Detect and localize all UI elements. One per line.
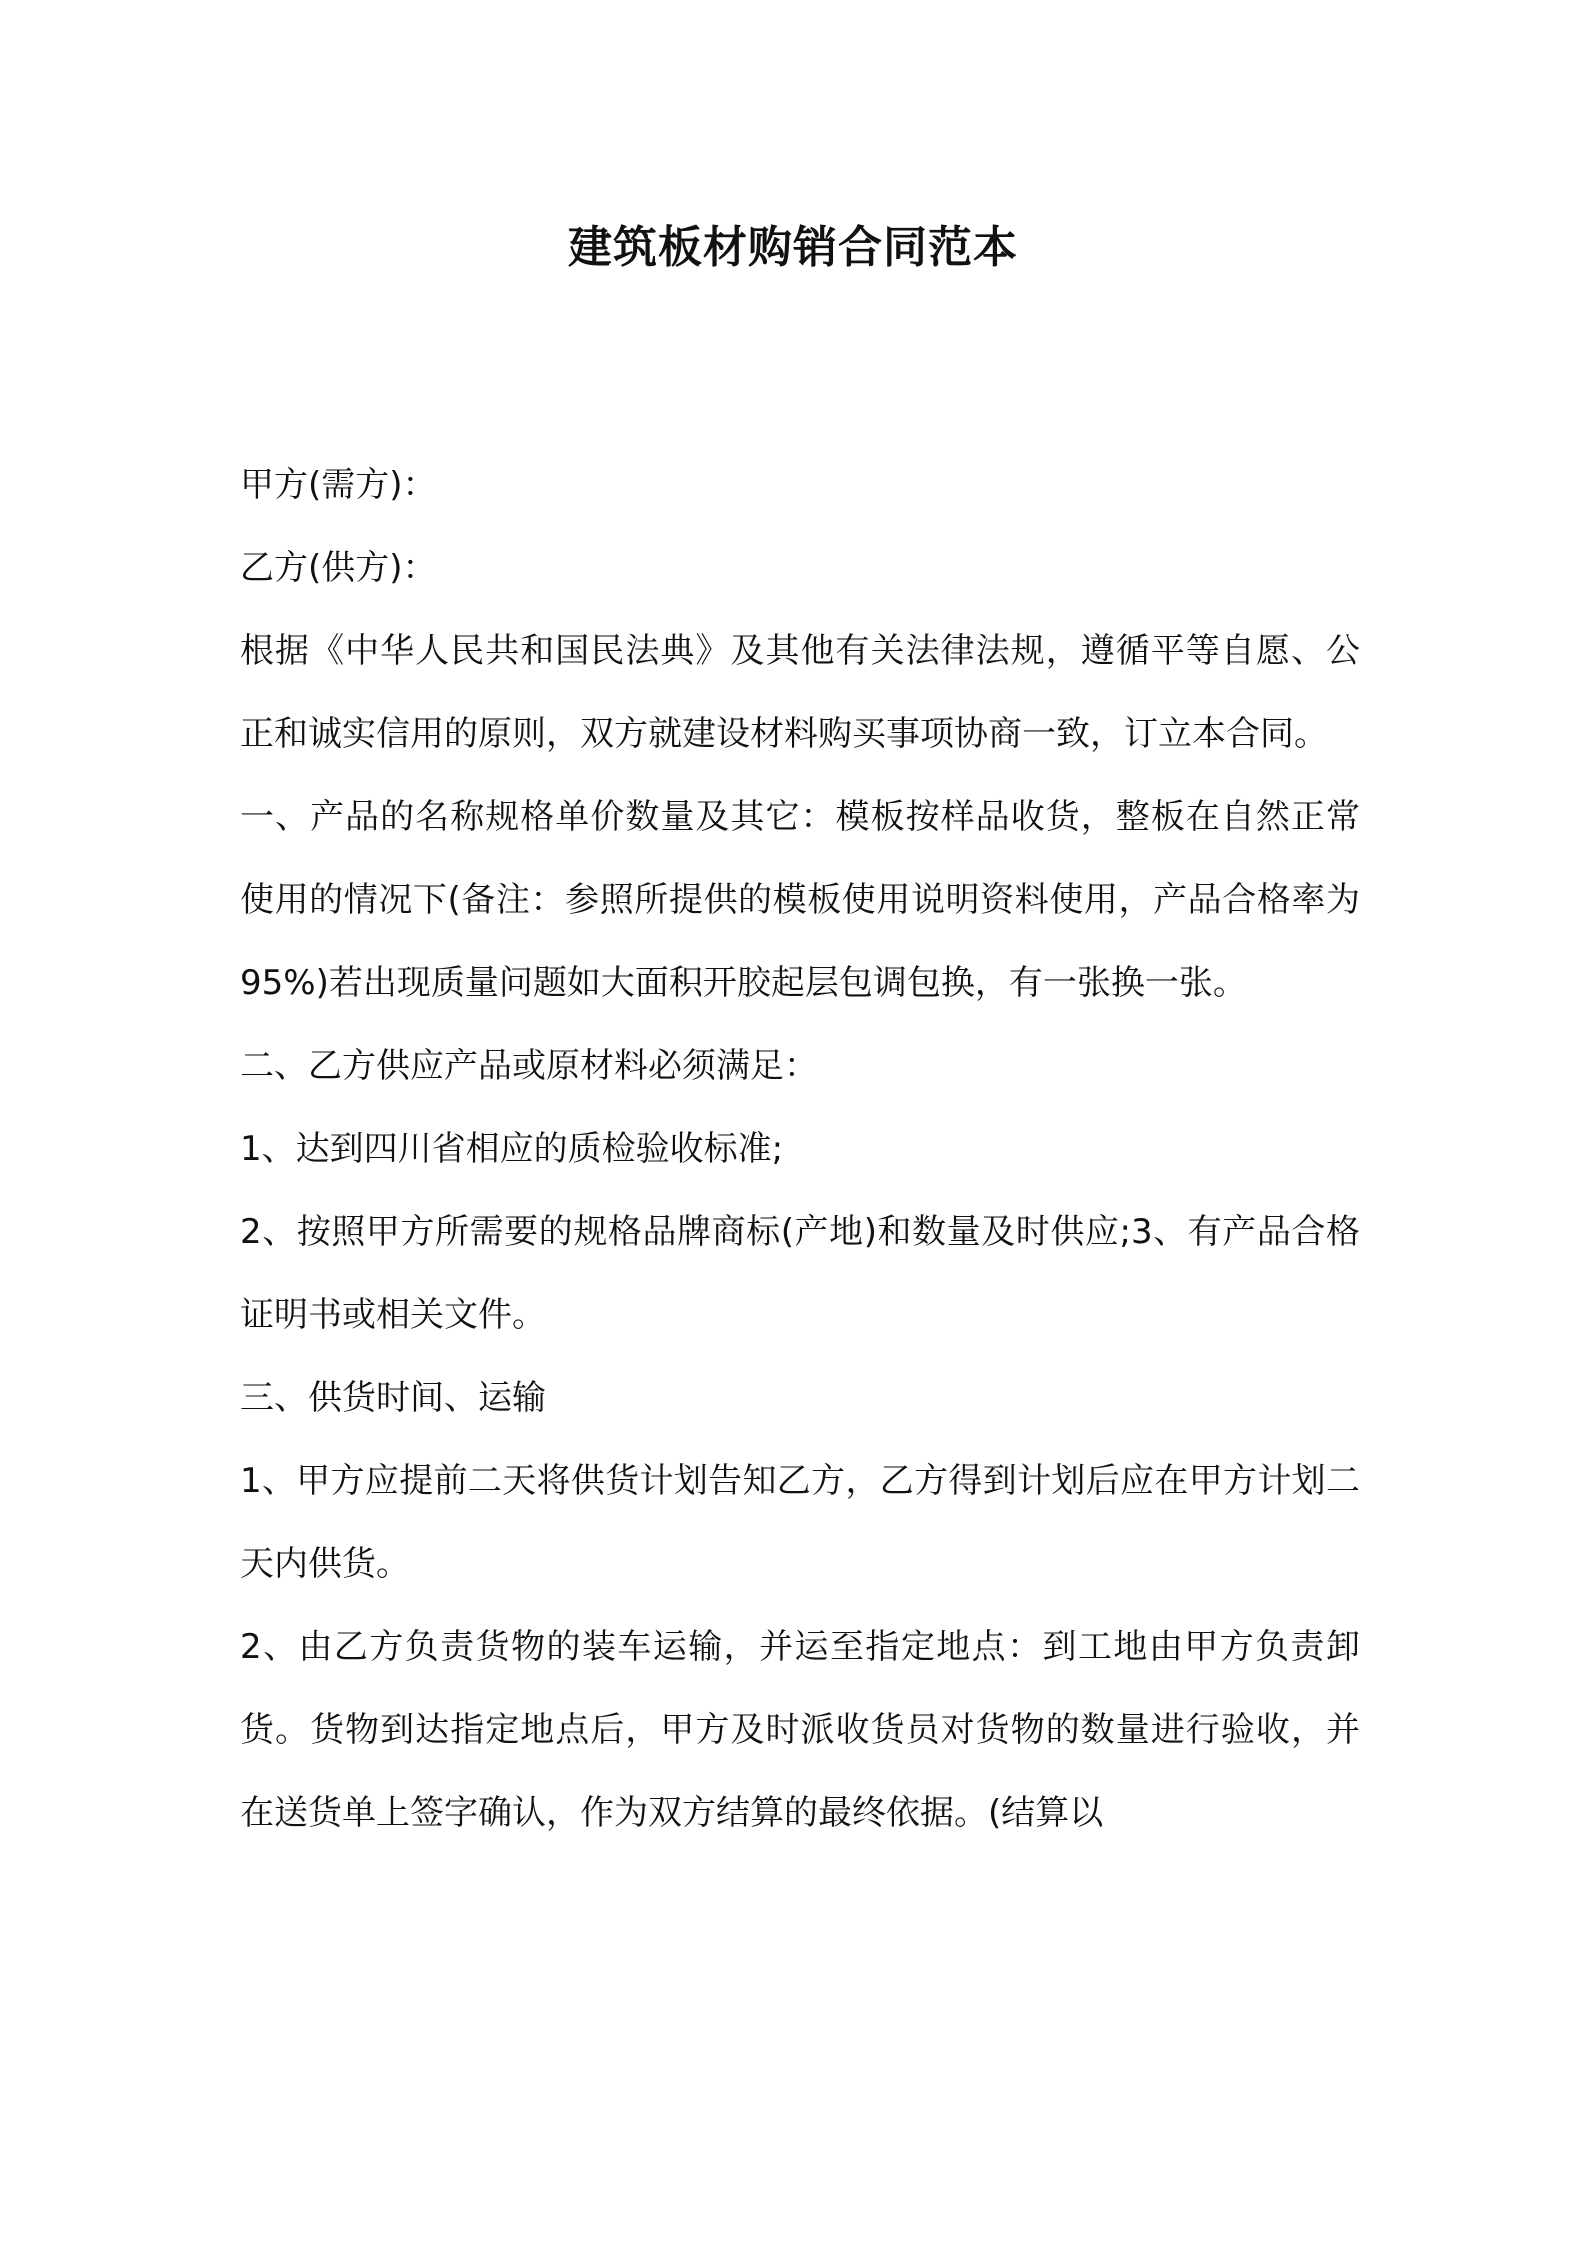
section-1-paragraph: 一、产品的名称规格单价数量及其它：模板按样品收货，整板在自然正常使用的情况下(备注：参照所提供的模板使用说明资料使用，产品合格率为 95%)若出现质量问题如大面积开胶起层包调包换，有一张换一张。 — [240, 797, 1360, 1003]
document-title: 建筑板材购销合同范本 — [568, 222, 1018, 273]
section-3-item-2: 2、由乙方负责货物的装车运输，并运至指定地点：到工地由甲方负责卸货。货物到达指定地点后，甲方及时派收货员对货物的数量进行验收，并在送货单上签字确认，作为双方结算的最终依据。(结算以 — [240, 1627, 1360, 1833]
party-b-line: 乙方(供方)： — [240, 548, 437, 588]
section-3-heading: 三、供货时间、运输 — [240, 1378, 546, 1418]
party-a-line: 甲方(需方)： — [240, 465, 437, 505]
preamble-paragraph: 根据《中华人民共和国民法典》及其他有关法律法规，遵循平等自愿、公正和诚实信用的原则，双方就建设材料购买事项协商一致，订立本合同。 — [240, 631, 1360, 754]
document-body — [240, 444, 1360, 1855]
section-2-heading: 二、乙方供应产品或原材料必须满足： — [240, 1046, 818, 1086]
section-3-item-1: 1、甲方应提前二天将供货计划告知乙方，乙方得到计划后应在甲方计划二天内供货。 — [240, 1461, 1360, 1584]
section-2-item-2: 2、按照甲方所需要的规格品牌商标(产地)和数量及时供应;3、有产品合格证明书或相关文件。 — [240, 1212, 1360, 1335]
section-2-item-1: 1、达到四川省相应的质检验收标准; — [240, 1129, 784, 1169]
